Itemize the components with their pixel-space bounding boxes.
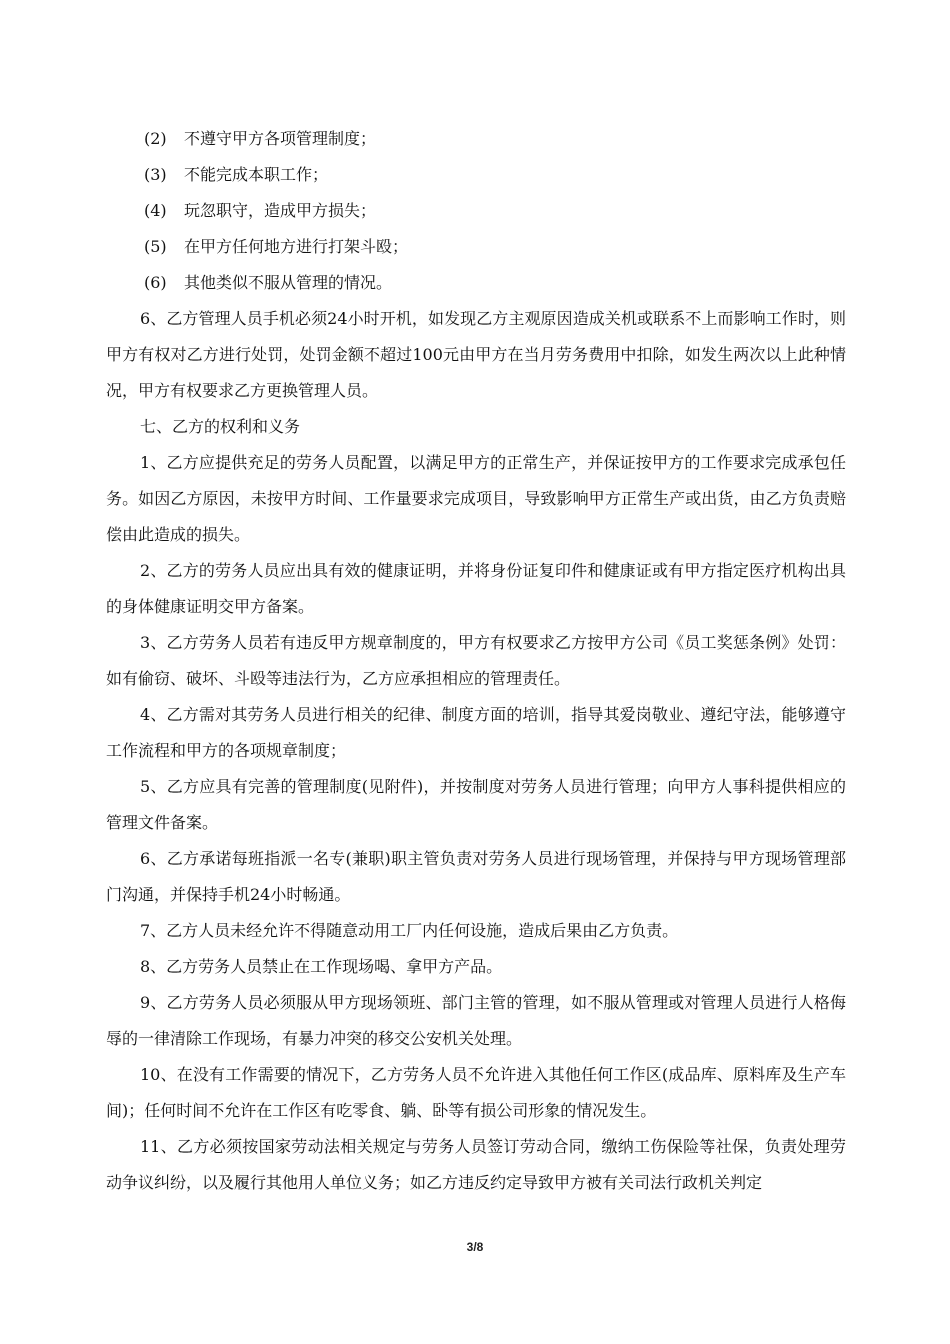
list-item — [106, 229, 846, 265]
paragraph-clause-2: 2、乙方的劳务人员应出具有效的健康证明，并将身份证复印件和健康证或有甲方指定医疗机构出具的身体健康证明交甲方备案。 — [106, 561, 846, 616]
paragraph-clause-11: 11、乙方必须按国家劳动法相关规定与劳务人员签订劳动合同，缴纳工伤保险等社保，负责处理劳动争议纠纷，以及履行其他用人单位义务；如乙方违反约定导致甲方被有关司法行政机关判定 — [106, 1137, 846, 1192]
list-item-text: 在甲方任何地方进行打架斗殴； — [184, 237, 409, 256]
list-item-number: (5) — [144, 237, 167, 256]
paragraph-clause-5: 5、乙方应具有完善的管理制度(见附件)，并按制度对劳务人员进行管理；向甲方人事科提供相应的管理文件备案。 — [106, 777, 846, 832]
list-item-number: (4) — [144, 201, 167, 220]
paragraph-clause-4: 4、乙方需对其劳务人员进行相关的纪律、制度方面的培训，指导其爱岗敬业、遵纪守法，能够遵守工作流程和甲方的各项规章制度； — [106, 705, 846, 760]
list-item-text: 不能完成本职工作； — [184, 165, 329, 184]
paragraph-clause-10: 10、在没有工作需要的情况下，乙方劳务人员不允许进入其他任何工作区(成品库、原料库及生产车间)；任何时间不允许在工作区有吃零食、躺、卧等有损公司形象的情况发生。 — [106, 1065, 846, 1120]
paragraph-clause-9: 9、乙方劳务人员必须服从甲方现场领班、部门主管的管理，如不服从管理或对管理人员进行人格侮辱的一律清除工作现场，有暴力冲突的移交公安机关处理。 — [106, 993, 846, 1048]
section-heading: 七、乙方的权利和义务 — [140, 417, 301, 436]
list-item — [106, 121, 846, 157]
paragraph-clause-7: 7、乙方人员未经允许不得随意动用工厂内任何设施，造成后果由乙方负责。 — [140, 921, 679, 940]
page-number: 3/8 — [466, 1240, 484, 1254]
list-item-text: 不遵守甲方各项管理制度； — [184, 129, 377, 148]
list-item-number: (3) — [144, 165, 167, 184]
list-item — [106, 193, 846, 229]
document-body — [106, 121, 846, 1201]
paragraph-clause-1: 1、乙方应提供充足的劳务人员配置，以满足甲方的正常生产，并保证按甲方的工作要求完成承包任务。如因乙方原因，未按甲方时间、工作量要求完成项目，导致影响甲方正常生产或出货，由乙方负责赔偿由此造成的损失。 — [106, 453, 846, 544]
list-item-number: (6) — [144, 273, 167, 292]
paragraph-penalty-phone: 6、乙方管理人员手机必须24小时开机，如发现乙方主观原因造成关机或联系不上而影响工作时，则甲方有权对乙方进行处罚，处罚金额不超过100元由甲方在当月劳务费用中扣除，如发生两次以上此种情况，甲方有权要求乙方更换管理人员。 — [106, 309, 846, 400]
paragraph-clause-8: 8、乙方劳务人员禁止在工作现场喝、拿甲方产品。 — [140, 957, 503, 976]
paragraph-clause-3: 3、乙方劳务人员若有违反甲方规章制度的，甲方有权要求乙方按甲方公司《员工奖惩条例》处罚：如有偷窃、破坏、斗殴等违法行为，乙方应承担相应的管理责任。 — [106, 633, 846, 688]
list-item-number: (2) — [144, 129, 167, 148]
list-item-text: 玩忽职守，造成甲方损失； — [184, 201, 377, 220]
list-item-text: 其他类似不服从管理的情况。 — [184, 273, 393, 292]
list-item — [106, 265, 846, 301]
list-item — [106, 157, 846, 193]
paragraph-clause-6: 6、乙方承诺每班指派一名专(兼职)职主管负责对劳务人员进行现场管理，并保持与甲方现场管理部门沟通，并保持手机24小时畅通。 — [106, 849, 846, 904]
